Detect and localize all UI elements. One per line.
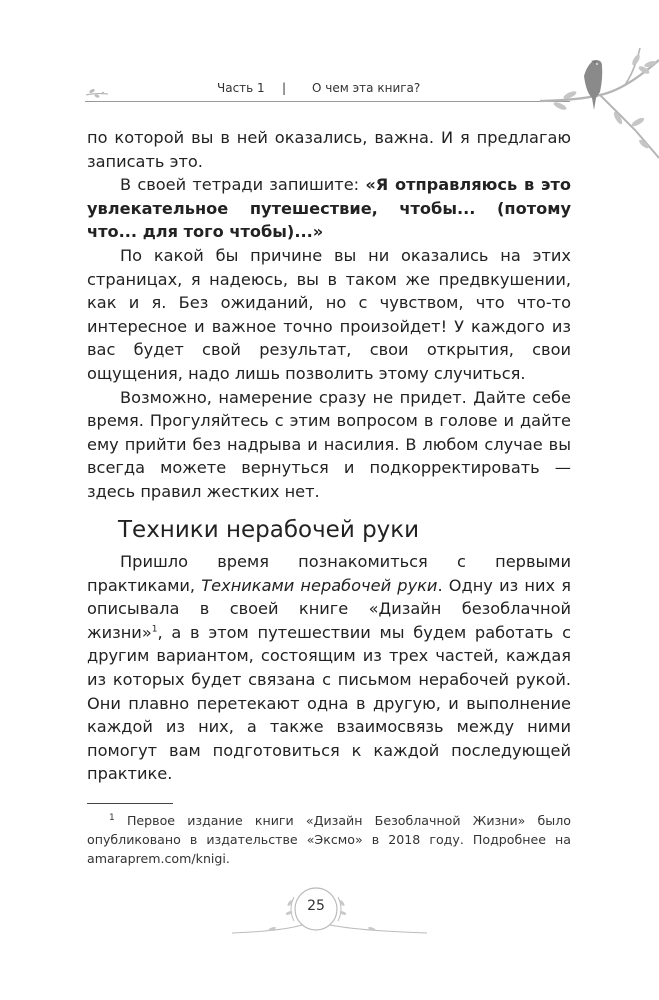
paragraph: Возможно, намерение сразу не придет. Дайте себе время. Прогуляйтесь с этим вопросом в голове и дайте ему прийти без надрыва и насилия. В любом случае вы всегда можете вернуться и подкорректировать — здесь правил жестких нет. [87,387,571,501]
footnote-text: Первое издание книги «Дизайн Безоблачной Жизни» было опубликовано в издательстве «Эксмо» в 2018 году. Подробнее на amaraprem.com/knigi. [87,813,571,866]
paragraph-lead: В своей тетради запишите: [120,175,366,195]
paragraph [87,550,571,786]
body-text-block [87,126,571,504]
paragraph: По какой бы причине вы ни оказались на этих страницах, я надеюсь, вы в таком же предвкушении, как и я. Без ожиданий, но с чувством, что что-то интересное и важное точно произойдет! У каждого из вас будет свой результат, свои открытия, свои ощущения, надо лишь позволить этому случиться. [87,245,571,383]
italic-term: Техниками нерабочей руки [201,575,438,595]
header-rule [85,101,570,102]
section-heading: Техники нерабочей руки [118,517,420,543]
bold-quote: «Я отправляюсь в это увлекательное путешествие, чтобы... (потому что... для того чтобы)...» [87,175,571,242]
text-run: . Одну из них я описывала в своей книге «Дизайн безоблачной жизни» [87,575,572,642]
footnote-rule [87,803,173,804]
footnote [87,811,571,868]
sprig-ornament-icon [84,85,110,99]
text-run: Пришло время познакомиться с первыми практиками, [87,552,571,595]
paragraph [87,173,571,244]
text-run: , а в этом путешествии мы будем работать с другим вариантом, состоящим из трех частей, каждая из которых будет связана с письмом нерабочей рукой. Они плавно перетекают одна в другую, и выполнение каждой из них, а также взаимосвязь между ними помогут вам подготовиться к каждой последующей практике. [87,622,571,784]
page-number: 25 [307,898,325,914]
header-chapter-title: О чем эта книга? [312,81,421,95]
footnote-reference[interactable]: 1 [151,624,158,635]
header-separator: | [282,81,287,95]
section-text-block [87,550,571,786]
header-part-label: Часть 1 [217,81,265,95]
paragraph: по которой вы в ней оказались, важна. И я предлагаю записать это. [87,128,571,171]
footnote-marker: 1 [109,812,115,823]
